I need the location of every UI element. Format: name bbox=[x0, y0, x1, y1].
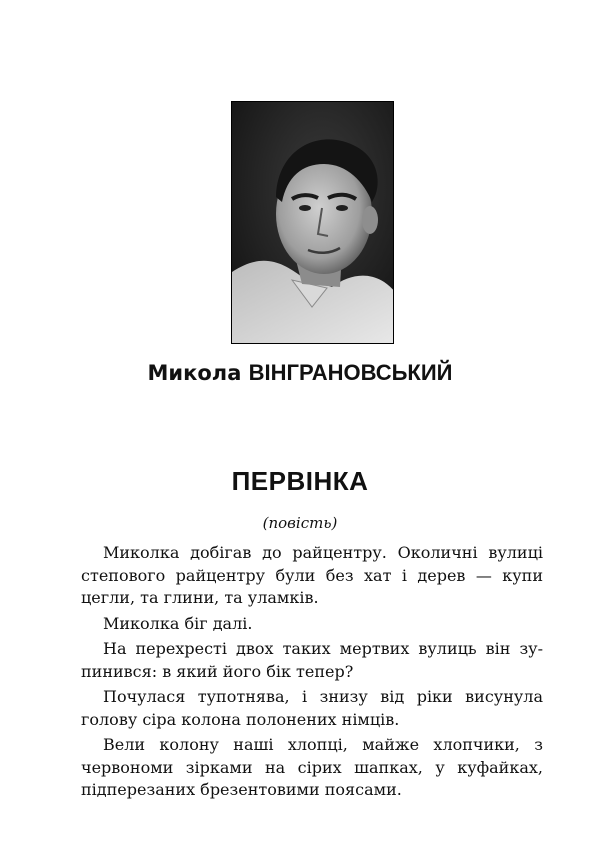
work-genre: (повість) bbox=[262, 514, 338, 532]
author-portrait bbox=[231, 101, 394, 344]
author-first-name: Микола bbox=[147, 361, 242, 385]
story-text bbox=[81, 542, 543, 802]
author-name bbox=[0, 360, 600, 386]
paragraph: Вели колону наші хлопці, майже хлопчики, з червономи зірками на сірих шапках, у куфайках, підперезаних брезентовими поясами. bbox=[81, 735, 543, 799]
paragraph: Почулася тупотнява, і знизу від ріки висунула голову сіра колона полонених німців. bbox=[81, 687, 543, 729]
paragraph: На перехресті двох таких мертвих вулиць він зупинився: в який його бік тепер? bbox=[81, 639, 543, 681]
paragraph: Миколка біг далі. bbox=[103, 613, 253, 633]
author-last-name: ВІНГРАНОВСЬКИЙ bbox=[248, 360, 453, 385]
work-title: ПЕРВІНКА bbox=[231, 466, 369, 496]
paragraph: Миколка добігав до райцентру. Околичні вулиці степового райцентру були без хат і дерев — купи цегли, та глини, та уламків. bbox=[81, 543, 543, 607]
